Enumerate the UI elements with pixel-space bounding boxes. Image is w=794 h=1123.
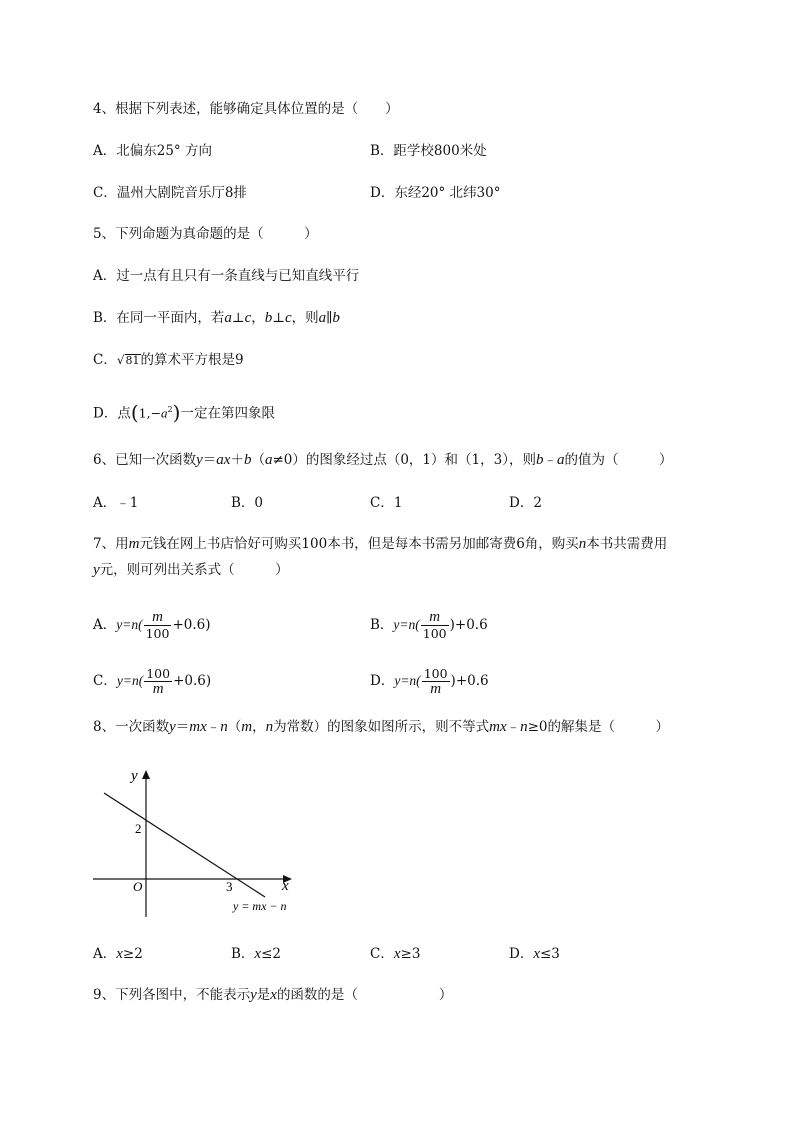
q7-a-fraction (144, 610, 172, 641)
q5-b-var-a2: a (318, 310, 327, 326)
q5-option-c (93, 350, 244, 370)
q7-a-denominator: 100 (145, 626, 170, 641)
q8-a-label: A． (93, 946, 117, 962)
q5-option-a: A．过一点有且只有一条直线与已知直线平行 (93, 268, 360, 284)
q4-option-c: C．温州大剧院音乐厅8排 (93, 185, 247, 201)
q5-d-coord: 1,− (138, 405, 162, 421)
q8-stem-mid: 为常数）的图象如图所示，则不等式 (273, 719, 490, 735)
q5-b-var-b: b (264, 310, 273, 326)
q5-b-var-c: c (244, 310, 252, 326)
q6-stem-pre: 6、已知一次函数 (93, 452, 197, 468)
q7-var-n: n (578, 536, 587, 552)
q5-option-b (93, 308, 340, 328)
q7-stem-pre: 7、用 (93, 536, 129, 552)
q7-c-numerator: 100 (146, 666, 171, 681)
q6-var-y: y (196, 452, 203, 468)
q8-a-rel: ≥2 (122, 946, 143, 962)
sqrt-icon: √ (116, 353, 125, 367)
q5-c-suffix: 的算术平方根是9 (140, 352, 244, 368)
q6-option-c: C．1 (370, 495, 403, 511)
q5-d-exponent: 2 (167, 405, 173, 414)
q7-option-c (93, 666, 211, 697)
q7-c-label: C． (93, 673, 117, 689)
q9-var-x: x (270, 987, 277, 1003)
q7-b-fraction (421, 610, 449, 641)
q8-d-label: D． (509, 946, 534, 962)
q7-d-numerator: 100 (423, 666, 448, 681)
q5-option-d (93, 400, 275, 424)
q5-b-var-a: a (224, 310, 232, 326)
q4-option-d: D．东经20° 北纬30° (370, 185, 501, 201)
q7-d-lhs: y=n( (394, 673, 421, 688)
q9-mid: 是 (256, 987, 271, 1003)
q6-cond-var-a: a (264, 452, 273, 468)
q6-option-b: B．0 (231, 495, 264, 511)
q4-stem: 4、根据下列表述，能够确定具体位置的是（ ） (93, 101, 399, 117)
q6-var-b: b (243, 452, 252, 468)
q9-stem (93, 985, 452, 1005)
q8-var-n2: n (265, 719, 274, 735)
q6-stem (93, 450, 672, 470)
q6-option-d: D．2 (509, 495, 542, 511)
q8-var-mx: mx (189, 719, 207, 735)
q7-var-y: y (93, 562, 100, 578)
q7-var-m: m (128, 536, 140, 552)
q6-plus: ＋ (230, 452, 244, 468)
q7-d-fraction (422, 666, 450, 697)
q8-c-var: x (393, 946, 401, 962)
q8-b-rel: ≤2 (261, 946, 281, 962)
q7-a-tail: +0.6) (172, 617, 211, 633)
q7-stem-post: 本书共需费用 (586, 536, 668, 552)
q7-b-label: B． (370, 617, 394, 633)
q7-c-fraction (144, 666, 172, 697)
q8-graph (88, 762, 308, 922)
q8-option-d (509, 944, 560, 964)
q6-eq: ＝ (202, 452, 217, 468)
q5-b-parallel: ∥ (326, 310, 333, 326)
y-axis-arrow-icon (142, 770, 150, 779)
x-axis-label: x (282, 878, 289, 894)
q8-option-a (93, 944, 143, 964)
q6-expr-b: b (535, 452, 544, 468)
q8-d-rel: ≤3 (540, 946, 560, 962)
q7-b-denominator: 100 (422, 626, 447, 641)
x-intercept-label: 3 (226, 879, 233, 894)
q5-d-var-a: a (161, 405, 168, 421)
q8-var-n3: n (520, 719, 528, 735)
y-intercept-label: 2 (135, 821, 142, 836)
q4-option-a: A．北偏东25° 方向 (93, 143, 212, 159)
q8-minus: ﹣ (206, 719, 221, 735)
origin-label: O (133, 879, 143, 894)
q5-d-suffix: 一定在第四象限 (180, 405, 275, 422)
q7-c-tail: +0.6) (173, 673, 212, 689)
q5-b-prefix: B．在同一平面内，若 (93, 310, 225, 326)
q8-b-var: x (254, 946, 262, 962)
q7-a-label: A． (93, 617, 117, 633)
q6-cond-open: （ (251, 452, 265, 468)
q5-b-sep: ， (251, 310, 265, 326)
q5-b-perp2: ⊥ (272, 310, 285, 326)
q7-option-b (370, 610, 488, 641)
q9-var-y: y (250, 987, 257, 1003)
q8-d-var: x (533, 946, 540, 962)
q5-b-var-b2: b (332, 310, 340, 326)
q8-var-mx2: mx (489, 719, 507, 735)
q7-stem-line1 (93, 534, 667, 554)
q8-paren: （ (227, 719, 242, 735)
q5-b-then: ，则 (291, 310, 319, 326)
q7-stem-line2 (93, 560, 289, 580)
q5-d-rparen: ) (172, 400, 181, 425)
q7-a-lhs: y=n( (116, 617, 143, 632)
q7-d-denominator: m (430, 681, 442, 697)
q6-expr-a: a (556, 452, 565, 468)
q5-b-var-c2: c (285, 310, 292, 326)
q4-option-b: B．距学校800米处 (370, 143, 487, 159)
q7-stem-mid: 元钱在网上书店恰好可购买100本书，但是每本书需另加邮寄费6角，购买 (139, 536, 579, 552)
q6-cond-rest: ≠0）的图象经过点（0，1）和（1，3），则 (272, 452, 536, 468)
q8-eq: ＝ (175, 719, 190, 735)
q7-c-denominator: m (152, 681, 164, 697)
q7-b-tail: )+0.6 (449, 617, 488, 633)
q6-stem-post: 的值为（ ） (564, 452, 673, 468)
q7-option-a (93, 610, 211, 641)
q5-b-perp: ⊥ (231, 310, 245, 326)
q6-var-ax: ax (216, 452, 231, 468)
q8-var-y: y (169, 719, 176, 735)
q8-stem (93, 717, 669, 737)
q7-b-lhs: y=n( (393, 617, 420, 632)
y-axis-label: y (131, 768, 138, 784)
q5-stem: 5、下列命题为真命题的是（ ） (93, 226, 318, 242)
q7-b-numerator: m (421, 610, 449, 626)
q9-stem-pre: 9、下列各图中，不能表示 (93, 987, 251, 1003)
q5-c-radicand: 81 (125, 354, 140, 367)
q8-c-rel: ≥3 (400, 946, 421, 962)
function-line (104, 793, 265, 897)
q9-stem-post: 的函数的是（ ） (276, 987, 453, 1003)
q5-c-prefix: C． (93, 352, 117, 368)
q8-b-label: B． (231, 946, 255, 962)
q8-option-c (370, 944, 420, 964)
q7-a-numerator: m (144, 610, 172, 626)
q7-d-tail: )+0.6 (450, 673, 489, 689)
q8-stem-post: ≥0的解集是（ ） (527, 719, 670, 735)
q7-d-label: D． (370, 673, 395, 689)
q8-c-label: C． (370, 946, 394, 962)
q7-option-d (370, 666, 489, 697)
line-equation-label: y = mx − n (233, 899, 287, 913)
q8-option-b (231, 944, 281, 964)
q5-d-lparen: ( (130, 400, 139, 425)
q7-c-lhs: y=n( (116, 673, 144, 688)
q6-option-a: A．﹣1 (93, 495, 139, 511)
q8-comma: ， (252, 719, 266, 735)
q8-minus2: ﹣ (506, 719, 521, 735)
q8-a-var: x (116, 946, 123, 962)
q8-stem-pre: 8、一次函数 (93, 719, 170, 735)
q7-stem2: 元，则可列出关系式（ ） (99, 562, 289, 578)
q8-var-m2: m (241, 719, 253, 735)
q8-var-n: n (220, 719, 228, 735)
q5-d-prefix: D．点 (93, 405, 131, 422)
q6-minus: ﹣ (543, 452, 557, 468)
